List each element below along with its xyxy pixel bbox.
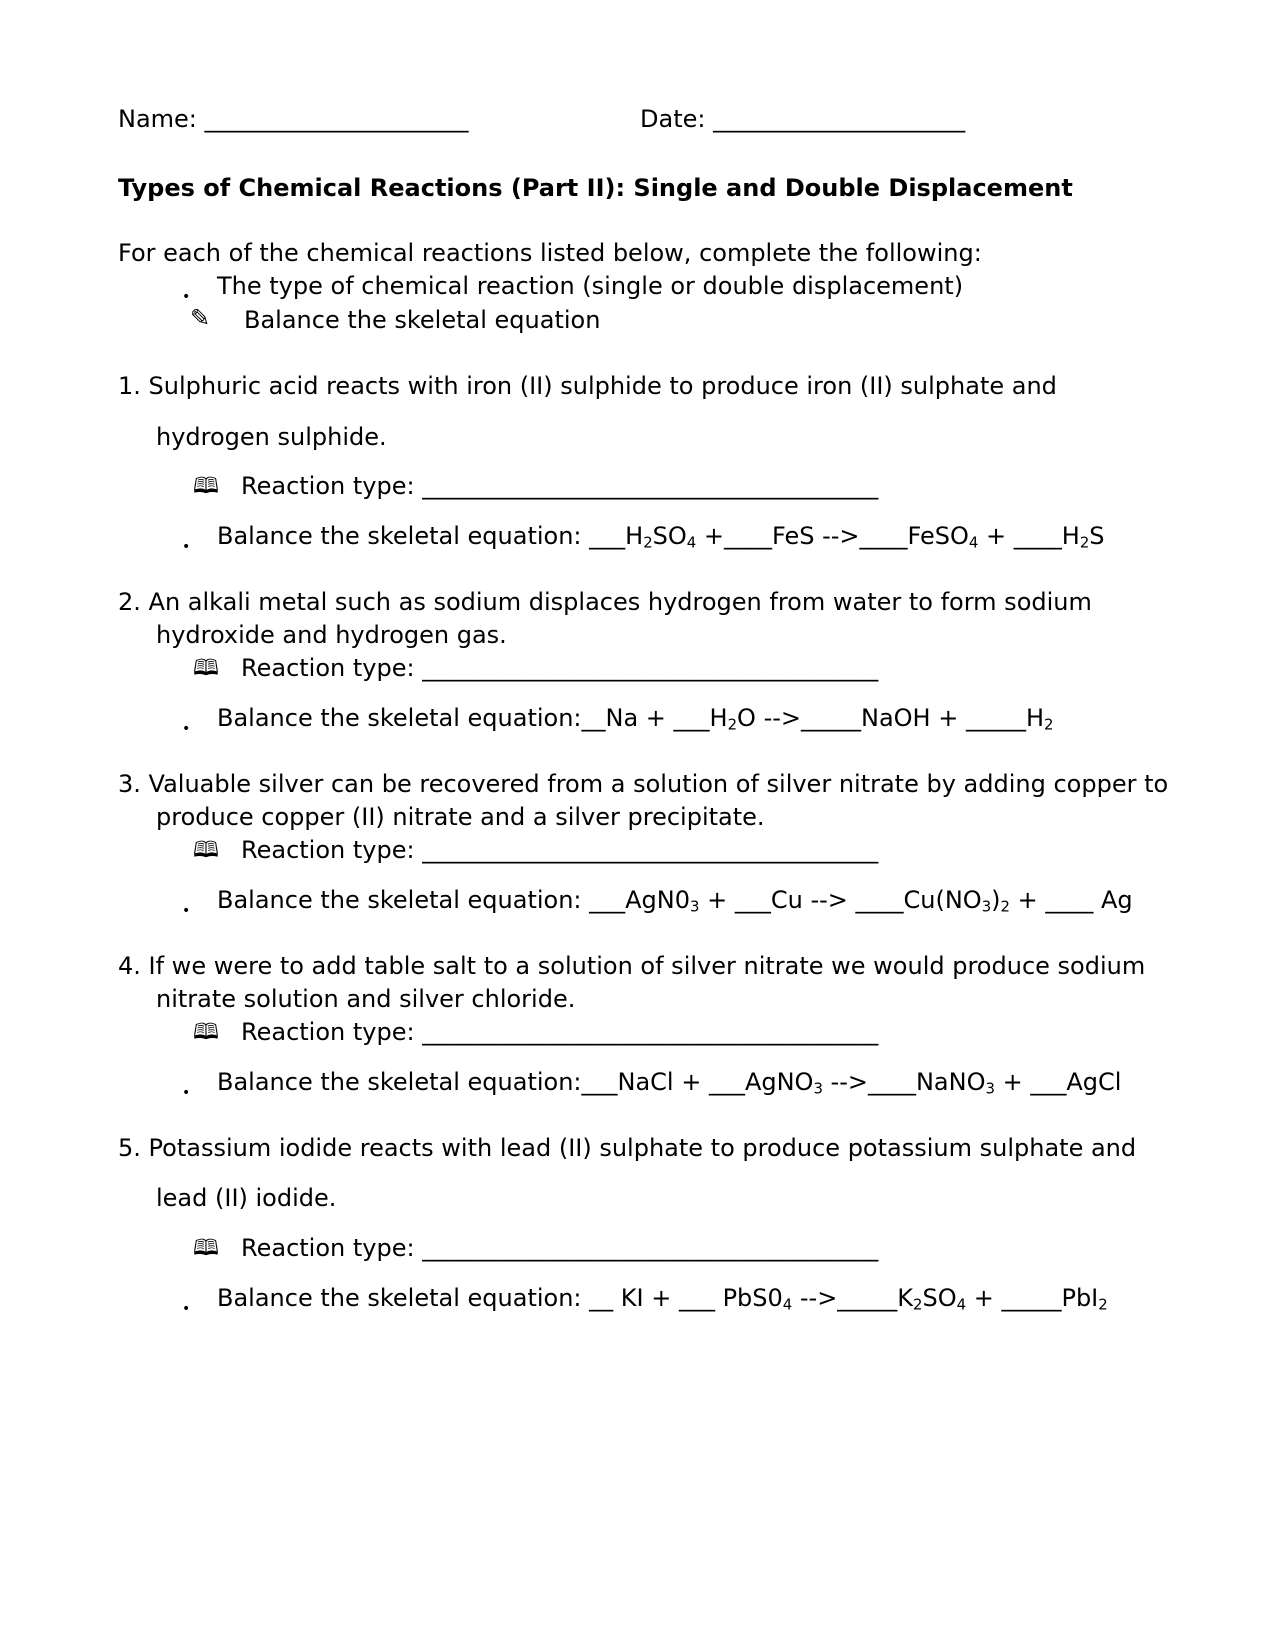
equation-part: -->____NaNO xyxy=(822,1068,986,1096)
equation-part: O -->_____NaOH + _____H xyxy=(737,704,1045,732)
small-dot-icon: • xyxy=(182,903,191,919)
subscript: 2 xyxy=(1079,533,1090,552)
equation-lead: Balance the skeletal equation: ___H xyxy=(217,522,644,550)
equation-part: + ___AgCl xyxy=(994,1068,1122,1096)
equation-part: + _____PbI xyxy=(966,1284,1099,1312)
open-book-icon: 🕮 xyxy=(193,656,219,681)
equation-part: + ____H xyxy=(978,522,1080,550)
subscript: 2 xyxy=(1098,1295,1108,1314)
question-4-text: 4. If we were to add table salt to a solution of silver nitrate we would produce sodium xyxy=(118,952,1146,980)
question-1-text-cont: hydrogen sulphide. xyxy=(156,423,387,451)
pencil-icon: ✎ xyxy=(190,304,211,332)
small-dot-icon: • xyxy=(182,289,191,305)
subscript: 2 xyxy=(1044,715,1054,734)
equation-part: -->_____K xyxy=(792,1284,914,1312)
equation-part: +____FeS -->____FeSO xyxy=(696,522,969,550)
open-book-icon: 🕮 xyxy=(193,1236,219,1261)
small-dot-icon: • xyxy=(182,539,191,555)
instruction-bullet-1: The type of chemical reaction (single or double displacement) xyxy=(217,272,964,300)
subscript: 2 xyxy=(1000,897,1010,916)
subscript: 3 xyxy=(981,897,992,916)
question-3-text-cont: produce copper (II) nitrate and a silver precipitate. xyxy=(156,803,765,831)
question-3-reaction-type[interactable]: Reaction type: ______________________________________ xyxy=(241,836,879,864)
small-dot-icon: • xyxy=(182,1301,191,1317)
question-2-reaction-type[interactable]: Reaction type: ______________________________________ xyxy=(241,654,879,682)
equation-lead: Balance the skeletal equation: ___AgN0 xyxy=(217,886,691,914)
equation-lead: Balance the skeletal equation:__Na + ___H xyxy=(217,704,728,732)
question-1-reaction-type[interactable]: Reaction type: ______________________________________ xyxy=(241,472,879,500)
equation-part: S xyxy=(1089,522,1105,550)
subscript: 3 xyxy=(690,897,700,916)
subscript: 2 xyxy=(643,533,653,552)
equation-part: SO xyxy=(652,522,687,550)
question-2-text: 2. An alkali metal such as sodium displaces hydrogen from water to form sodium xyxy=(118,588,1092,616)
subscript: 3 xyxy=(985,1079,995,1098)
question-2-equation[interactable] xyxy=(217,704,1054,734)
question-5-equation[interactable] xyxy=(217,1284,1108,1314)
question-5-reaction-type[interactable]: Reaction type: ______________________________________ xyxy=(241,1234,879,1262)
equation-part: SO xyxy=(922,1284,957,1312)
question-4-text-cont: nitrate solution and silver chloride. xyxy=(156,985,576,1013)
subscript: 4 xyxy=(956,1295,967,1314)
open-book-icon: 🕮 xyxy=(193,838,219,863)
equation-part: ) xyxy=(991,886,1001,914)
open-book-icon: 🕮 xyxy=(193,474,219,499)
equation-lead: Balance the skeletal equation:___NaCl + ___AgNO xyxy=(217,1068,814,1096)
question-5-text-cont: lead (II) iodide. xyxy=(156,1184,337,1212)
instruction-bullet-2: Balance the skeletal equation xyxy=(244,306,601,334)
question-3-text: 3. Valuable silver can be recovered from a solution of silver nitrate by adding copper to xyxy=(118,770,1169,798)
subscript: 4 xyxy=(686,533,697,552)
question-4-reaction-type[interactable]: Reaction type: ______________________________________ xyxy=(241,1018,879,1046)
equation-part: + ____ Ag xyxy=(1010,886,1133,914)
equation-part: + ___Cu --> ____Cu(NO xyxy=(699,886,982,914)
instructions-intro: For each of the chemical reactions listed below, complete the following: xyxy=(118,239,982,267)
name-field[interactable]: Name: ______________________ xyxy=(118,105,469,133)
question-3-equation[interactable] xyxy=(217,886,1133,916)
subscript: 3 xyxy=(813,1079,823,1098)
subscript: 2 xyxy=(727,715,738,734)
question-1-text: 1. Sulphuric acid reacts with iron (II) sulphide to produce iron (II) sulphate and xyxy=(118,372,1057,400)
date-field[interactable]: Date: _____________________ xyxy=(640,105,966,133)
small-dot-icon: • xyxy=(182,1085,191,1101)
question-5-text: 5. Potassium iodide reacts with lead (II) sulphate to produce potassium sulphate and xyxy=(118,1134,1137,1162)
question-1-equation[interactable] xyxy=(217,522,1105,552)
subscript: 4 xyxy=(968,533,979,552)
small-dot-icon: • xyxy=(182,721,191,737)
question-4-equation[interactable] xyxy=(217,1068,1122,1098)
equation-lead: Balance the skeletal equation: __ KI + ___ PbS0 xyxy=(217,1284,783,1312)
subscript: 2 xyxy=(913,1295,923,1314)
open-book-icon: 🕮 xyxy=(193,1020,219,1045)
page-title: Types of Chemical Reactions (Part II): Single and Double Displacement xyxy=(118,174,1073,202)
question-2-text-cont: hydroxide and hydrogen gas. xyxy=(156,621,507,649)
subscript: 4 xyxy=(782,1295,793,1314)
